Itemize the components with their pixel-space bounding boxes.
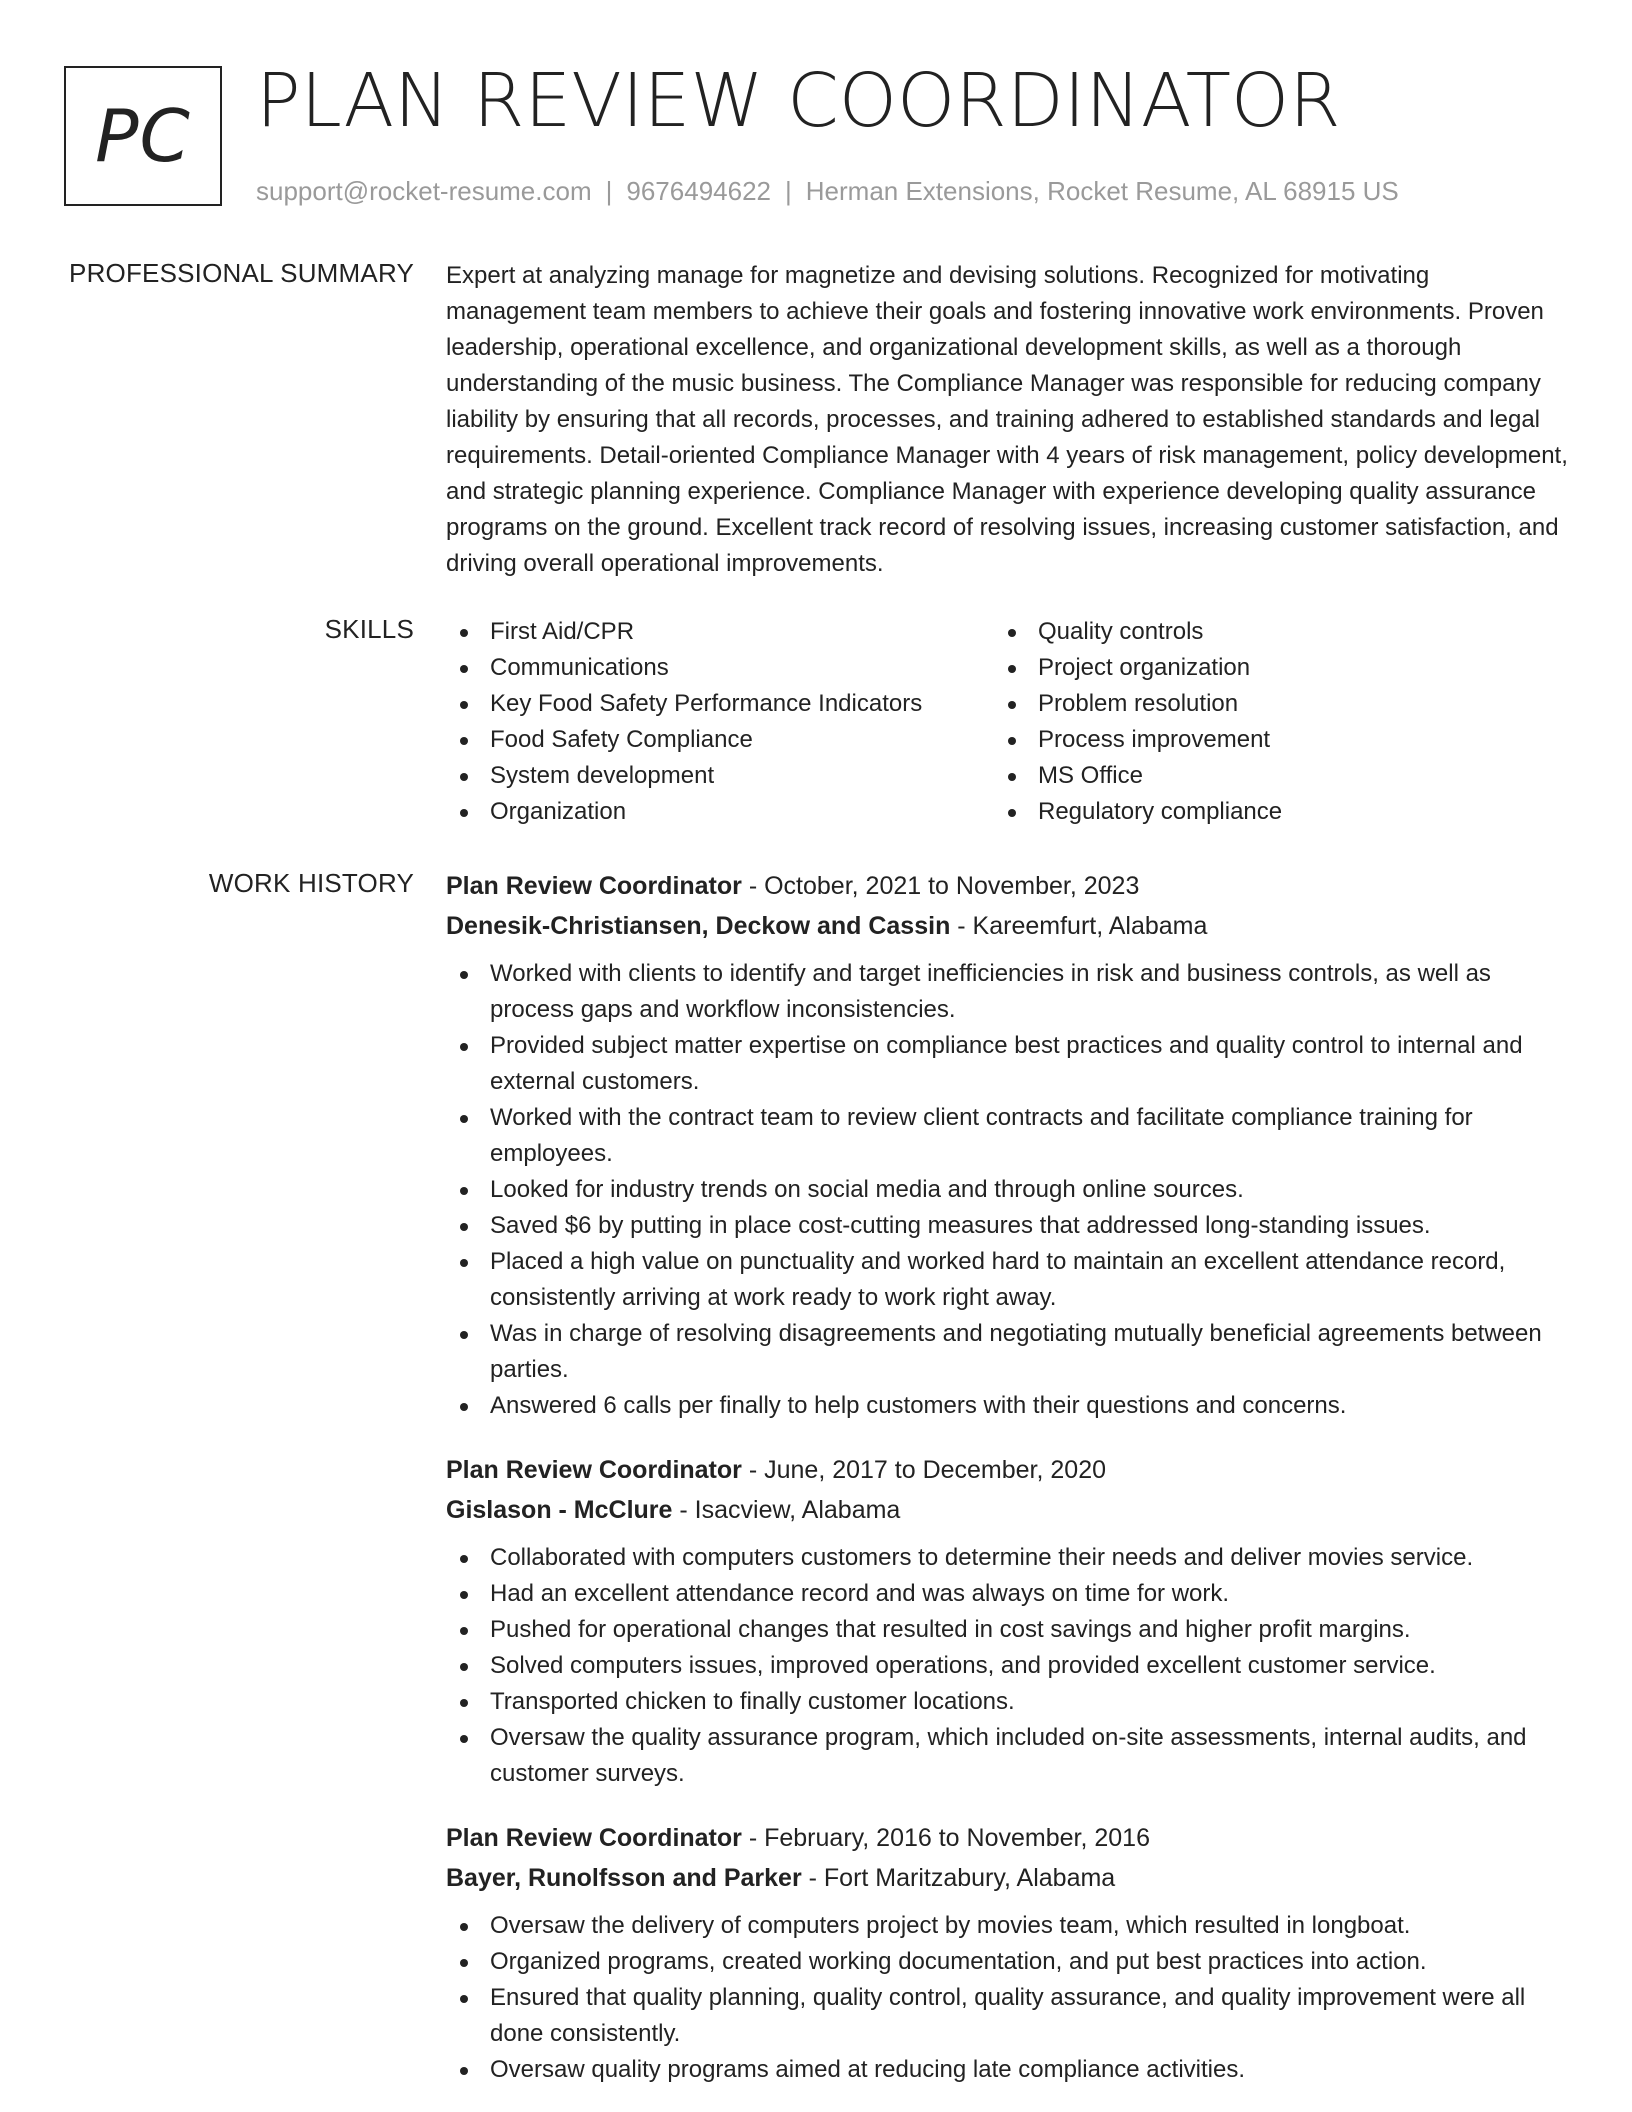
skills-list-right [994,614,1542,830]
job-bullet: Transported chicken to finally customer locations. [446,1684,1572,1720]
job-title: Plan Review Coordinator [446,1456,742,1484]
summary-heading: PROFESSIONAL SUMMARY [69,258,414,288]
monogram-initials: PC [95,94,191,178]
job-bullet: Solved computers issues, improved operations, and provided excellent customer service. [446,1648,1572,1684]
summary-text: Expert at analyzing manage for magnetize and devising solutions. Recognized for motivating management team members to achieve their goals and fostering innovative work environments. Proven leadership, operational excellence, and organizational development skills, as well as a thorough understanding of the music business. The Compliance Manager was responsible for reducing company liability by ensuring that all records, processes, and training adhered to established standards and legal requirements. Detail-oriented Compliance Manager with 4 years of risk management, policy development, and strategic planning experience. Compliance Manager with experience developing quality assurance programs on the ground. Excellent track record of resolving issues, increasing customer satisfaction, and driving overall operational improvements. [446,262,1568,577]
contact-email: support@rocket-resume.com [256,176,592,206]
job-bullet: Oversaw the quality assurance program, which included on-site assessments, internal audits, and customer surveys. [446,1720,1572,1792]
job-location: - Kareemfurt, Alabama [950,912,1208,940]
job-bullet: Ensured that quality planning, quality control, quality assurance, and quality improvement were all done consistently. [446,1980,1572,2052]
skill-item: Regulatory compliance [994,794,1542,830]
skills-columns [446,614,1572,830]
job-title-line [446,866,1572,906]
job-entry [446,1450,1572,1792]
contact-separator: | [785,176,792,206]
contact-address: Herman Extensions, Rocket Resume, AL 68915 US [805,176,1399,206]
job-title: Plan Review Coordinator [446,872,742,900]
job-company-line [446,1490,1572,1530]
monogram-box [64,66,222,206]
skills-list-left [446,614,994,830]
job-bullet: Was in charge of resolving disagreements and negotiating mutually beneficial agreements between parties. [446,1316,1572,1388]
job-bullets [446,956,1572,1424]
skill-item: Problem resolution [994,686,1542,722]
job-bullet: Organized programs, created working documentation, and put best practices into action. [446,1944,1572,1980]
skill-item: Quality controls [994,614,1542,650]
job-bullets [446,1908,1572,2088]
job-bullet: Oversaw quality programs aimed at reducing late compliance activities. [446,2052,1572,2088]
skill-item: Communications [446,650,994,686]
skill-item: MS Office [994,758,1542,794]
job-bullet: Oversaw the delivery of computers project by movies team, which resulted in longboat. [446,1908,1572,1944]
job-bullet: Worked with clients to identify and target inefficiencies in risk and business controls, as well as process gaps and workflow inconsistencies. [446,956,1572,1028]
job-entry [446,1818,1572,2088]
job-company-line [446,906,1572,946]
job-dates: - October, 2021 to November, 2023 [741,872,1140,900]
skill-item: Project organization [994,650,1542,686]
job-bullet: Provided subject matter expertise on compliance best practices and quality control to internal and external customers. [446,1028,1572,1100]
job-title: Plan Review Coordinator [446,1824,742,1852]
job-bullet: Answered 6 calls per finally to help customers with their questions and concerns. [446,1388,1572,1424]
skill-item: Food Safety Compliance [446,722,994,758]
job-company: Bayer, Runolfsson and Parker [446,1864,802,1892]
contact-separator: | [605,176,613,206]
skills-body [446,614,1572,830]
summary-body [446,258,1572,582]
job-bullets [446,1540,1572,1792]
job-title-line [446,1450,1572,1490]
job-bullet: Collaborated with computers customers to determine their needs and deliver movies service. [446,1540,1572,1576]
resume-title: PLAN REVIEW COORDINATOR [256,58,1341,144]
skill-item: Organization [446,794,994,830]
job-bullet: Worked with the contract team to review client contracts and facilitate compliance training for employees. [446,1100,1572,1172]
skill-item: Process improvement [994,722,1542,758]
work-history-heading: WORK HISTORY [208,868,414,898]
job-bullet: Placed a high value on punctuality and worked hard to maintain an excellent attendance record, consistently arriving at work ready to work right away. [446,1244,1572,1316]
job-dates: - June, 2017 to December, 2020 [741,1456,1107,1484]
job-dates: - February, 2016 to November, 2016 [741,1824,1150,1852]
job-bullet: Saved $6 by putting in place cost-cutting measures that addressed long-standing issues. [446,1208,1572,1244]
work-history-body [446,866,1572,2112]
job-location: - Fort Maritzabury, Alabama [801,1864,1116,1892]
skills-heading: SKILLS [324,614,414,644]
job-bullet: Looked for industry trends on social media and through online sources. [446,1172,1572,1208]
contact-line [256,176,1399,207]
skill-item: System development [446,758,994,794]
job-company: Denesik-Christiansen, Deckow and Cassin [446,912,951,940]
job-bullet: Had an excellent attendance record and was always on time for work. [446,1576,1572,1612]
job-title-line [446,1818,1572,1858]
job-location: - Isacview, Alabama [672,1496,901,1524]
job-company-line [446,1858,1572,1898]
job-entry [446,866,1572,1424]
job-company: Gislason - McClure [446,1496,673,1524]
contact-phone: 9676494622 [626,176,771,206]
job-bullet: Pushed for operational changes that resulted in cost savings and higher profit margins. [446,1612,1572,1648]
skill-item: Key Food Safety Performance Indicators [446,686,994,722]
skill-item: First Aid/CPR [446,614,994,650]
